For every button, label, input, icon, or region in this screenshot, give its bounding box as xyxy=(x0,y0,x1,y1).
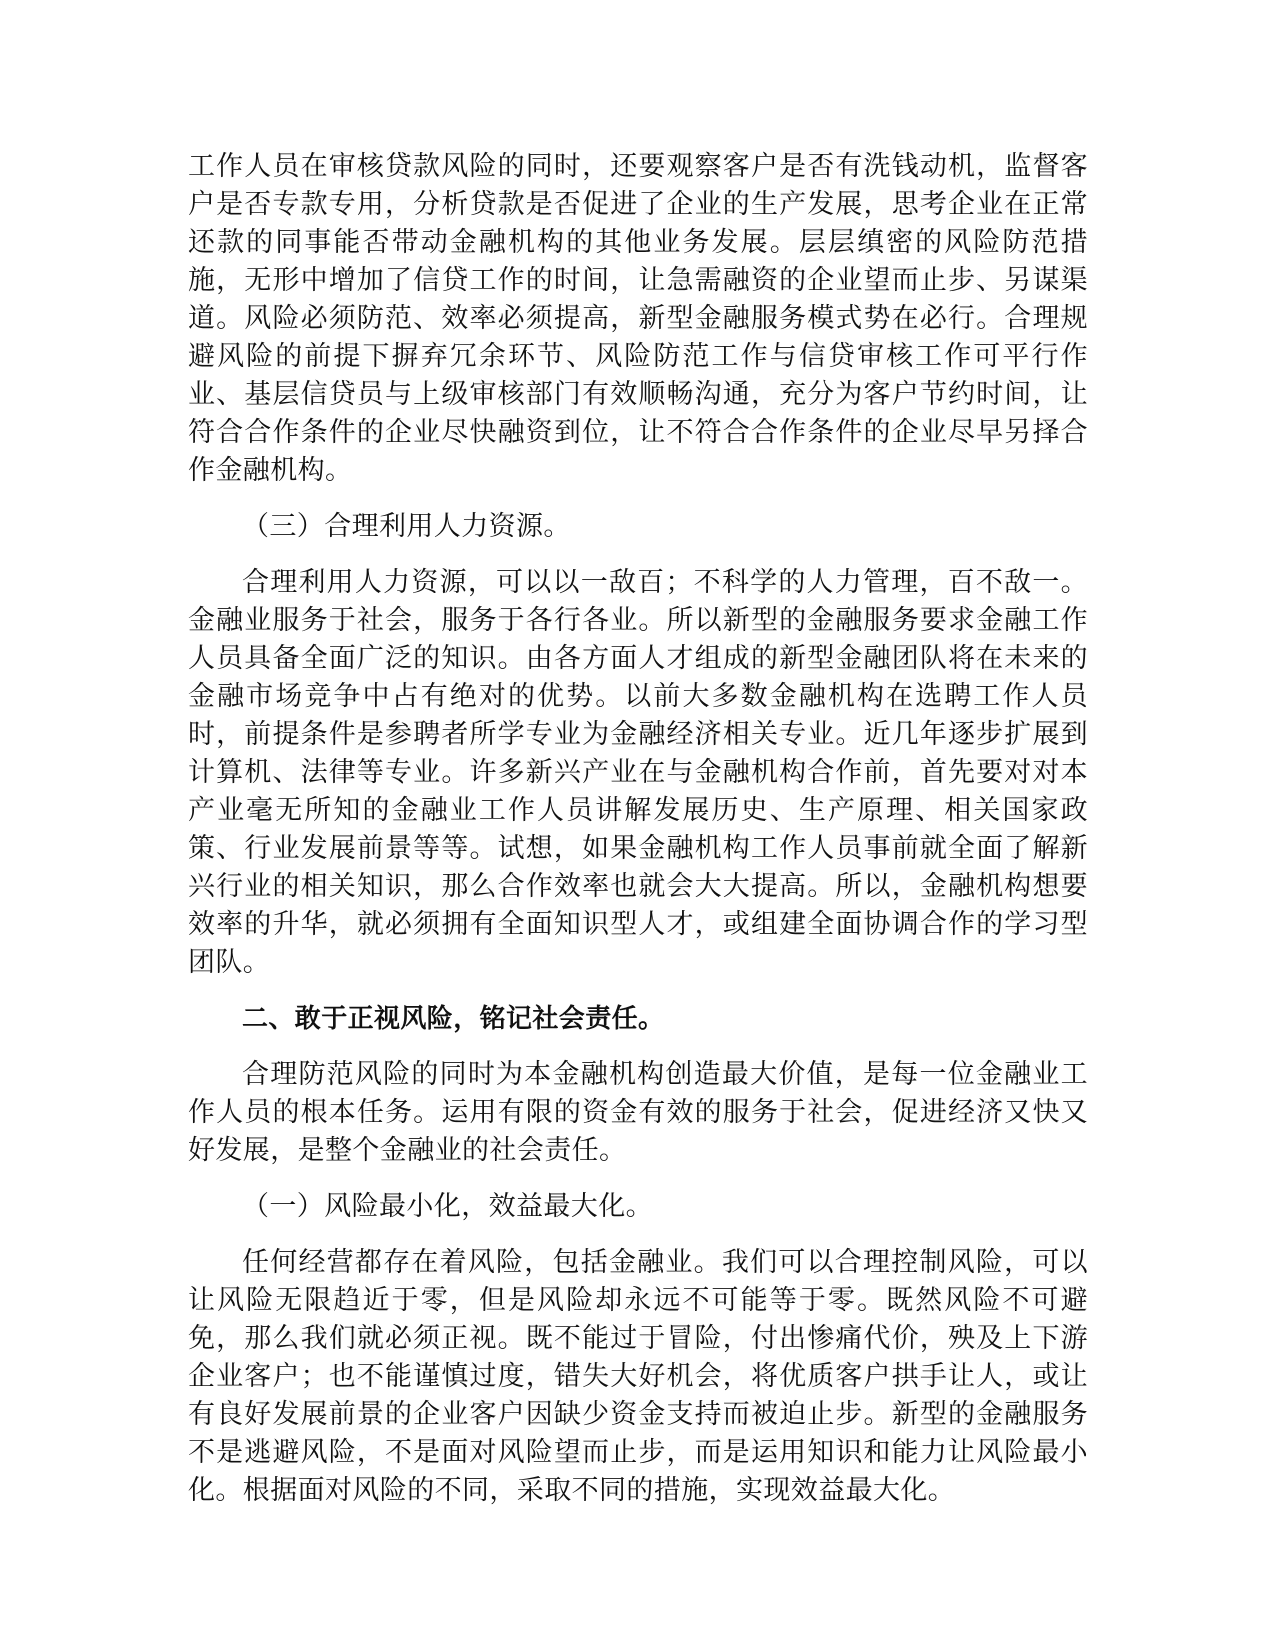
paragraph-loan-risk-efficiency: 工作人员在审核贷款风险的同时，还要观察客户是否有洗钱动机，监督客户是否专款专用，分析贷款是否促进了企业的生产发展，思考企业在正常还款的同事能否带动金融机构的其他业务发展。层层缜密的风险防范措施，无形中增加了信贷工作的时间，让急需融资的企业望而止步、另谋渠道。风险必须防范、效率必须提高，新型金融服务模式势在必行。合理规避风险的前提下摒弃冗余环节、风险防范工作与信贷审核工作可平行作业、基层信贷员与上级审核部门有效顺畅沟通，充分为客户节约时间，让符合合作条件的企业尽快融资到位，让不符合合作条件的企业尽早另择合作金融机构。 xyxy=(188,151,1088,486)
paragraph-minimize-risk: 任何经营都存在着风险，包括金融业。我们可以合理控制风险，可以让风险无限趋近于零，但是风险却永远不可能等于零。既然风险不可避免，那么我们就必须正视。既不能过于冒险，付出惨痛代价，殃及上下游企业客户；也不能谨慎过度，错失大好机会，将优质客户拱手让人，或让有良好发展前景的企业客户因缺少资金支持而被迫止步。新型的金融服务不是逃避风险，不是面对风险望而止步，而是运用知识和能力让风险最小化。根据面对风险的不同，采取不同的措施，实现效益最大化。 xyxy=(188,1247,1088,1506)
subheading-human-resources: （三）合理利用人力资源。 xyxy=(242,511,571,542)
section-heading-face-risk: 二、敢于正视风险，铭记社会责任。 xyxy=(242,1004,665,1034)
paragraph-social-responsibility: 合理防范风险的同时为本金融机构创造最大价值，是每一位金融业工作人员的根本任务。运用有限的资金有效的服务于社会，促进经济又快又好发展，是整个金融业的社会责任。 xyxy=(188,1059,1088,1166)
subheading-minimize-risk: （一）风险最小化，效益最大化。 xyxy=(242,1191,653,1222)
document-body xyxy=(188,148,1088,1510)
paragraph-human-resources: 合理利用人力资源，可以以一敌百；不科学的人力管理，百不敌一。金融业服务于社会，服务于各行各业。所以新型的金融服务要求金融工作人员具备全面广泛的知识。由各方面人才组成的新型金融团队将在未来的金融市场竞争中占有绝对的优势。以前大多数金融机构在选聘工作人员时，前提条件是参聘者所学专业为金融经济相关专业。近几年逐步扩展到计算机、法律等专业。许多新兴产业在与金融机构合作前，首先要对对本产业毫无所知的金融业工作人员讲解发展历史、生产原理、相关国家政策、行业发展前景等等。试想，如果金融机构工作人员事前就全面了解新兴行业的相关知识，那么合作效率也就会大大提高。所以，金融机构想要效率的升华，就必须拥有全面知识型人才，或组建全面协调合作的学习型团队。 xyxy=(188,567,1088,978)
